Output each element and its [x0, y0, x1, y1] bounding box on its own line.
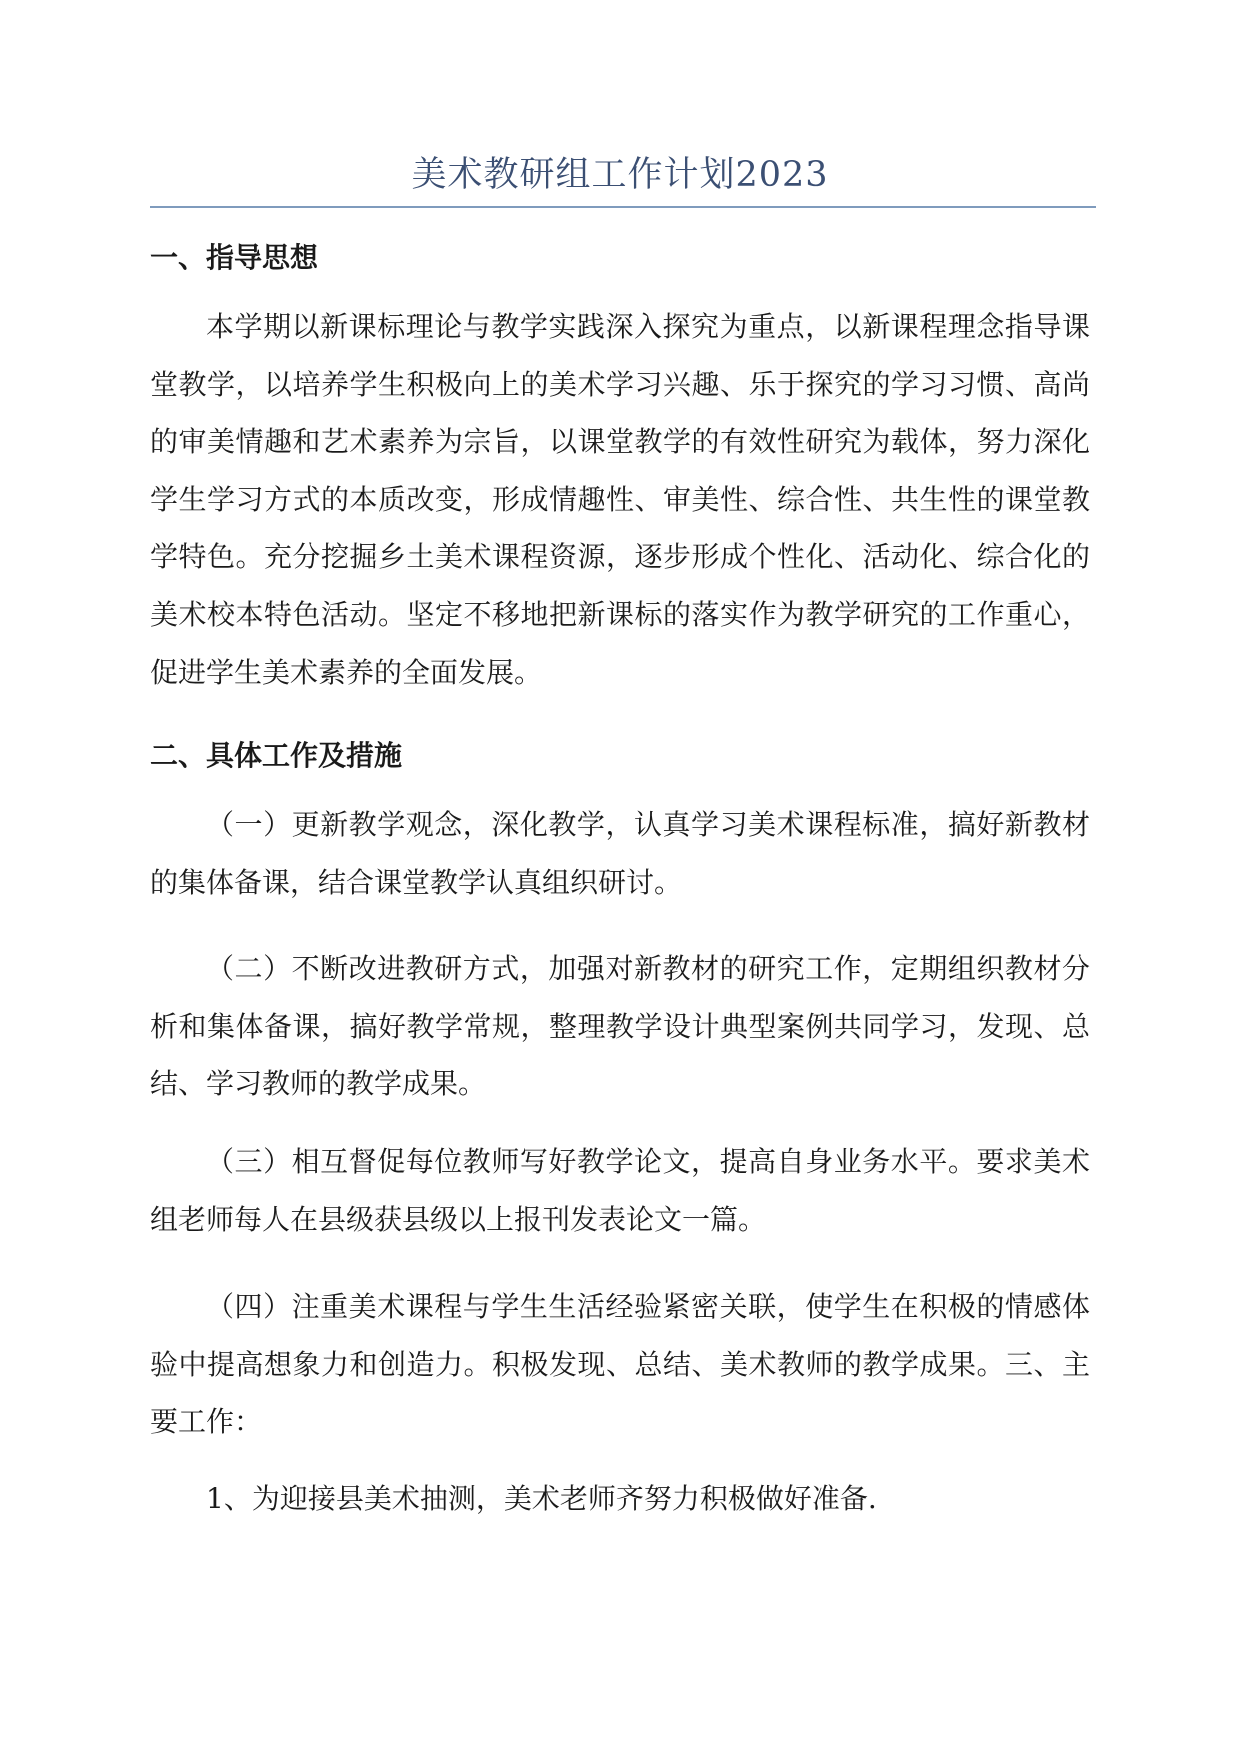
paragraph-main-work-item-1: 1、为迎接县美术抽测，美术老师齐努力积极做好准备. [206, 1482, 877, 1515]
paragraph-measure-4: （四）注重美术课程与学生生活经验紧密关联，使学生在积极的情感体验中提高想象力和创造力。积极发现、总结、美术教师的教学成果。三、主要工作： [150, 1290, 1090, 1439]
document-page [150, 0, 1090, 1753]
paragraph-measure-3: （三）相互督促每位教师写好教学论文，提高自身业务水平。要求美术组老师每人在县级获县级以上报刊发表论文一篇。 [150, 1145, 1090, 1236]
section-heading-work-measures: 二、具体工作及措施 [150, 739, 403, 772]
paragraph-guiding-thought: 本学期以新课标理论与教学实践深入探究为重点，以新课程理念指导课堂教学，以培养学生积极向上的美术学习兴趣、乐于探究的学习习惯、高尚的审美情趣和艺术素养为宗旨，以课堂教学的有效性研究为载体，努力深化学生学习方式的本质改变，形成情趣性、审美性、综合性、共生性的课堂教学特色。充分挖掘乡土美术课程资源，逐步形成个性化、活动化、综合化的美术校本特色活动。坚定不移地把新课标的落实作为教学研究的工作重心，促进学生美术素养的全面发展。 [150, 310, 1090, 689]
document-title: 美术教研组工作计划2023 [411, 155, 829, 195]
title-underline [150, 206, 1096, 208]
paragraph-measure-1: （一）更新教学观念，深化教学，认真学习美术课程标准，搞好新教材的集体备课，结合课堂教学认真组织研讨。 [150, 808, 1090, 899]
section-heading-guiding-thought: 一、指导思想 [150, 241, 319, 274]
paragraph-measure-2: （二）不断改进教研方式，加强对新教材的研究工作，定期组织教材分析和集体备课，搞好教学常规，整理教学设计典型案例共同学习，发现、总结、学习教师的教学成果。 [150, 952, 1090, 1101]
